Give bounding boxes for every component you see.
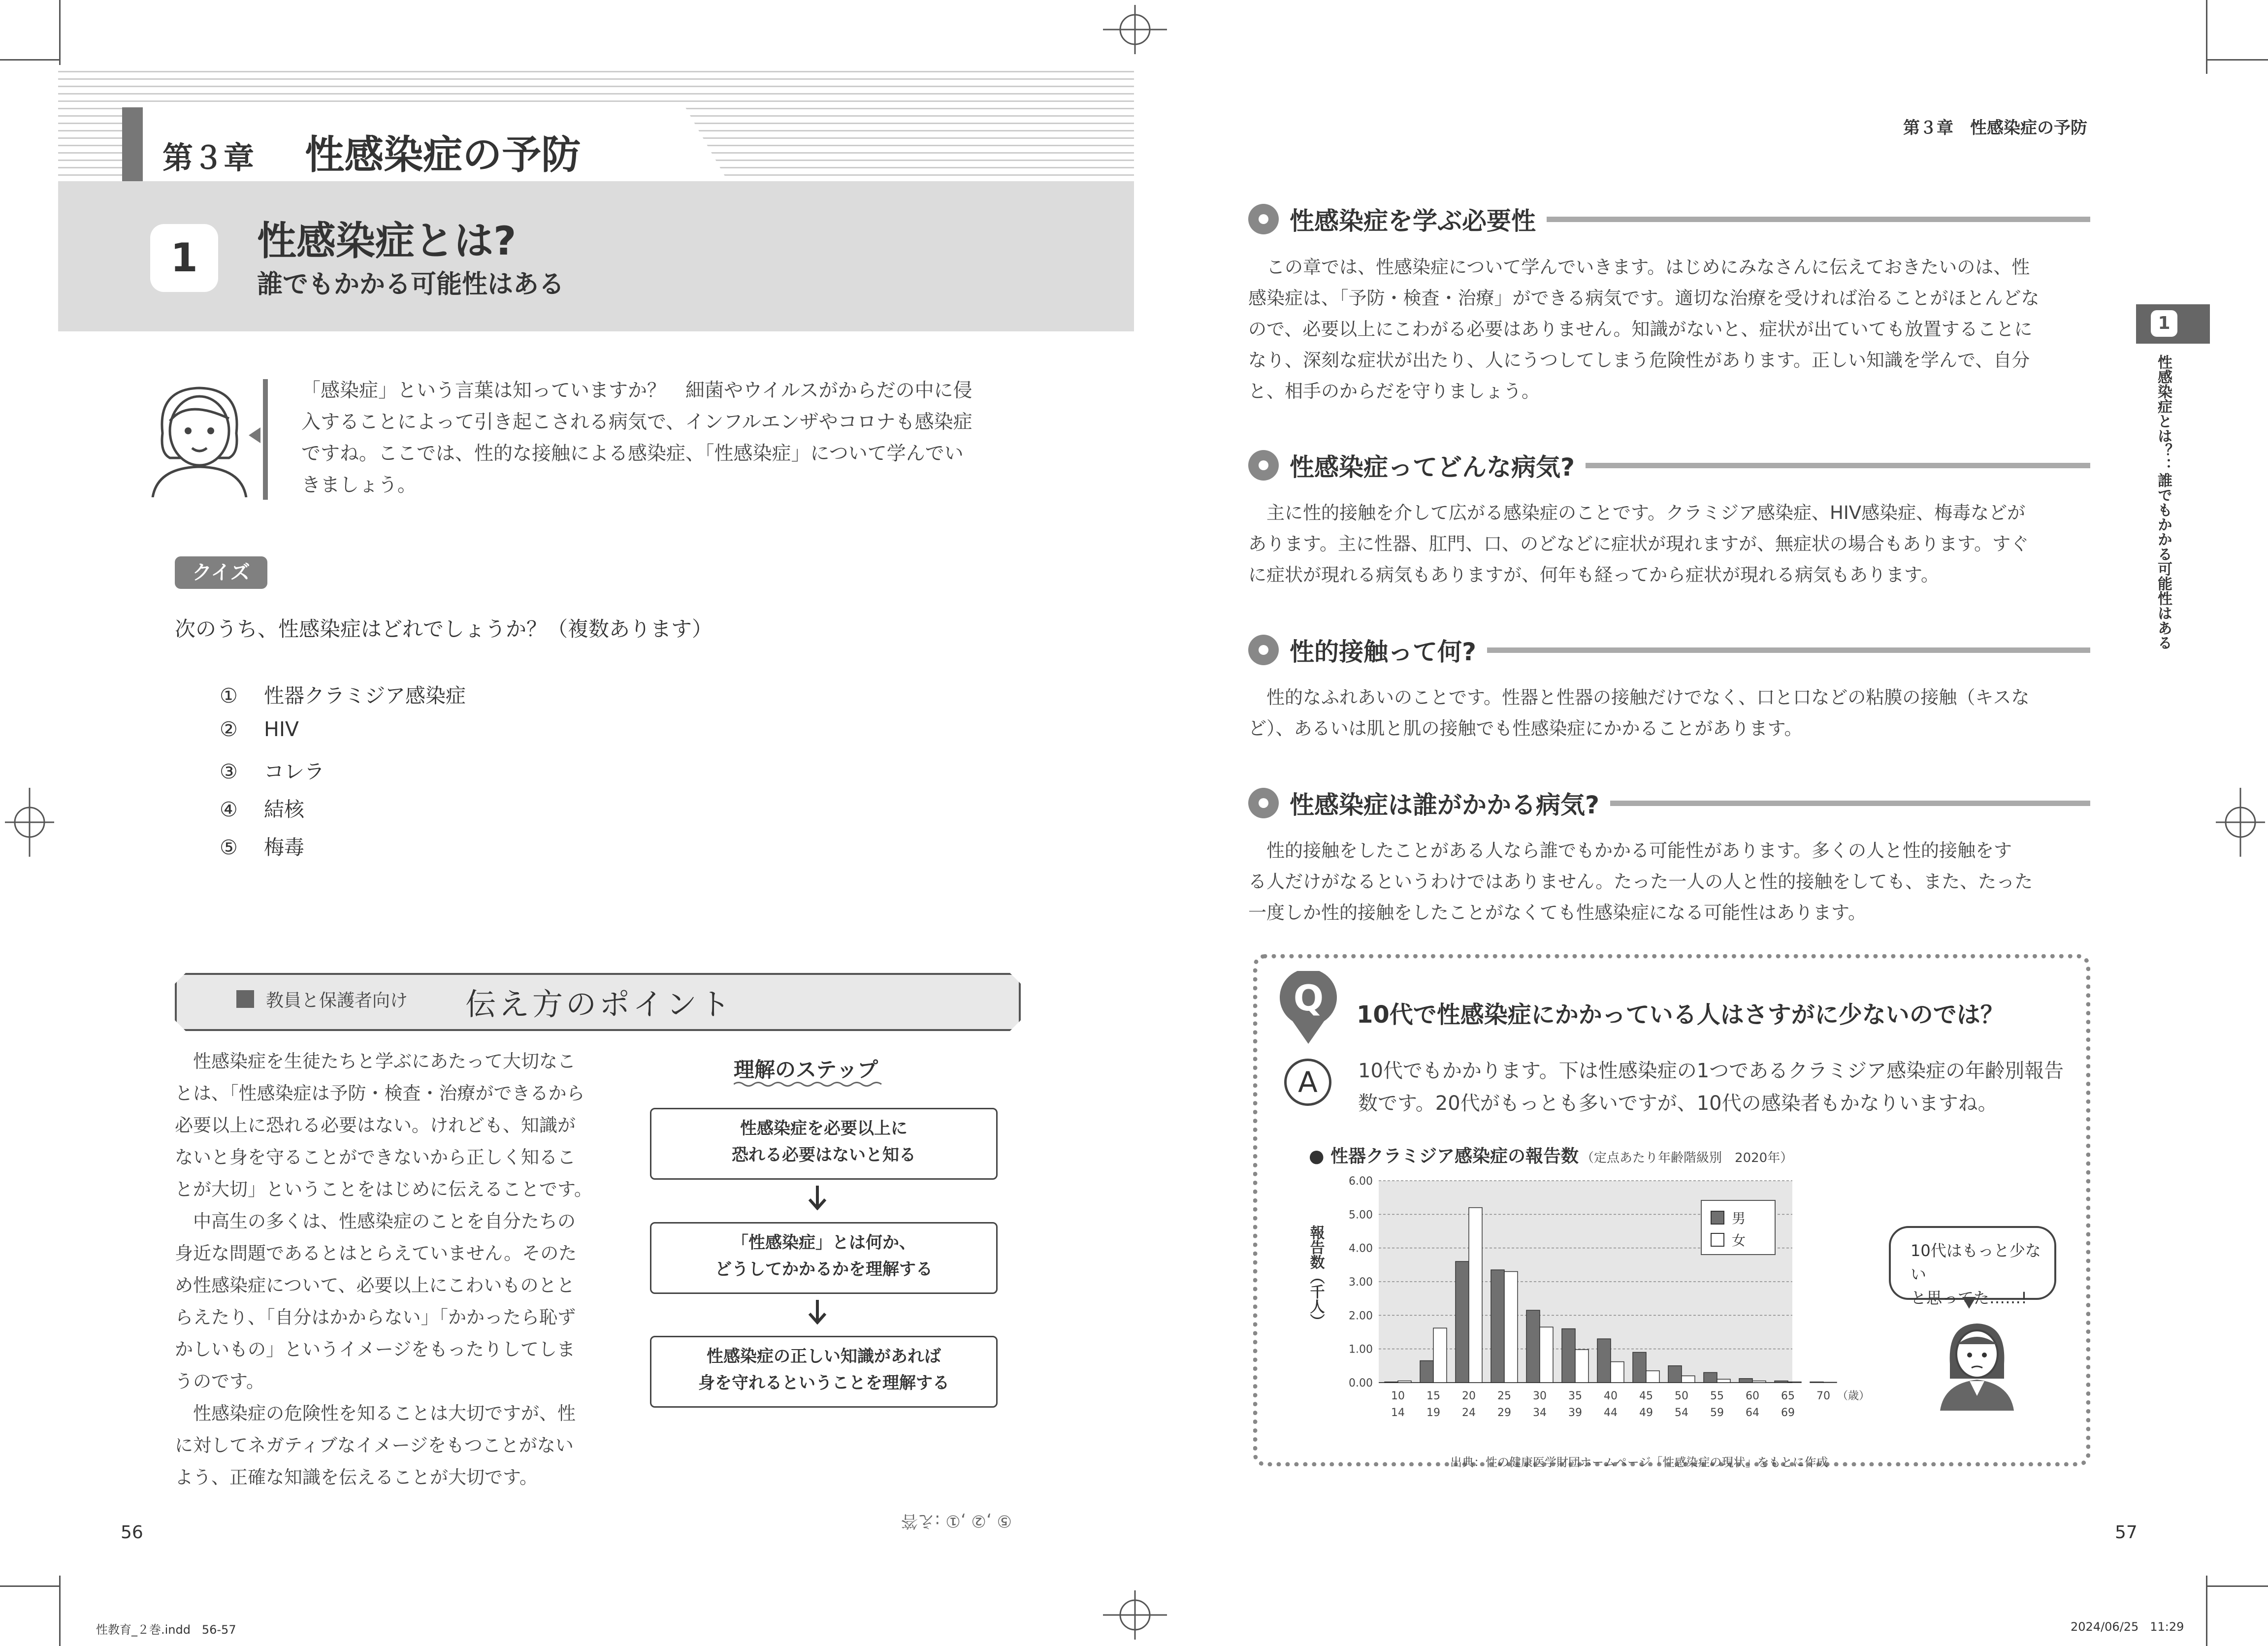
x-tick-label: 25: [1497, 1390, 1511, 1402]
crop-mark: [2206, 1585, 2268, 1587]
x-tick-label: 34: [1533, 1407, 1547, 1419]
section-subtitle: 誰でもかかる可能性はある: [257, 270, 565, 299]
intro-rule: [263, 379, 268, 500]
student-avatar: [1935, 1315, 2019, 1411]
q-mark: Q: [1293, 977, 1324, 1019]
circle-bullet-icon: [1248, 788, 1279, 818]
x-tick-label: 35: [1568, 1390, 1582, 1402]
quiz-question: 次のうち、性感染症はどれでしょうか？（複数あります）: [175, 617, 713, 641]
registration-mark-left: [5, 788, 54, 857]
x-tick-label: 50: [1675, 1390, 1688, 1402]
x-tick-label: 49: [1639, 1407, 1653, 1419]
section-body: この章では、性感染症について学んでいきます。はじめにみなさんに伝えておきたいのは、性 感染症は、「予防・検査・治療」ができる病気です。適切な治療を受ければ治ることがほとんどな ので、必要以上にこわがる必要はありません。知識がないと、症状が出ていても放置することに なり、深刻な症状が出たり、人にうつしてしまう危険性があります。正しい知識を学んで、自分 と、相手のからだを守りましょう。: [1248, 257, 2040, 402]
registration-mark-top: [1103, 5, 1167, 54]
bar-male: [1775, 1381, 1788, 1383]
section-banner: [58, 181, 1134, 331]
x-tick-label: 54: [1675, 1407, 1688, 1419]
x-tick-label: 69: [1781, 1407, 1795, 1419]
chapter-heading: [162, 123, 581, 180]
tips-line: らえたり、「自分はかからない」「かかったら恥ず: [175, 1307, 576, 1328]
bar-male: [1420, 1361, 1433, 1383]
step-box: 性感染症を必要以上に 恐れる必要はないと知る: [650, 1108, 998, 1180]
tips-line: 中高生の多くは、性感染症のことを自分たちの: [175, 1211, 576, 1232]
bar-female: [1469, 1208, 1482, 1383]
chapter-label: 第３章: [162, 140, 255, 176]
x-tick-label: 19: [1426, 1407, 1440, 1419]
y-tick-label: 6.00: [1349, 1175, 1373, 1188]
bar-male: [1385, 1382, 1398, 1383]
bar-male: [1526, 1310, 1540, 1383]
x-tick-label: 45: [1639, 1390, 1653, 1402]
bar-female: [1646, 1371, 1659, 1383]
circle-bullet-icon: [1248, 450, 1279, 481]
bar-female: [1823, 1382, 1837, 1383]
x-tick-label: 70: [1816, 1390, 1830, 1402]
bar-female: [1504, 1272, 1518, 1383]
tips-title: 伝え方のポイント: [465, 986, 734, 1022]
circle-bullet-icon: [1248, 204, 1279, 234]
bar-male: [1562, 1329, 1575, 1383]
bar-female: [1788, 1382, 1801, 1383]
footer-datetime: 2024/06/25 11:29: [2071, 1620, 2184, 1634]
circle-bullet-icon: [1248, 635, 1279, 665]
crop-mark: [0, 1585, 59, 1587]
x-tick-label: 40: [1604, 1390, 1618, 1402]
side-tab-text: 性感染症とは？：誰でもかかる可能性はある: [2155, 355, 2172, 650]
intro-line: 入することによって引き起こされる病気で、インフルエンザやコロナも感染症: [301, 411, 972, 433]
wavy-underline: [734, 1081, 886, 1088]
tips-line: うのです。: [175, 1371, 265, 1392]
chart-subtitle: （定点あたり年齢階級別 2020年）: [1581, 1151, 1793, 1165]
section-heading: 性的接触って何?: [1248, 633, 2090, 667]
y-tick-label: 5.00: [1349, 1209, 1373, 1222]
crop-mark: [2206, 59, 2268, 61]
intro-line: 「感染症」という言葉は知っていますか？ 細菌やウイルスがからだの中に侵: [301, 380, 972, 402]
tips-line: かしいもの」というイメージをもったりしてしま: [175, 1339, 575, 1360]
tips-line: 性感染症を生徒たちと学ぶにあたって大切なこ: [175, 1051, 576, 1072]
tips-line: 必要以上に恐れる必要はない。けれども、知識が: [175, 1115, 576, 1136]
bar-female: [1433, 1328, 1447, 1383]
qa-question: 10代で性感染症にかかっている人はさすがに少ないのでは？: [1357, 1001, 2004, 1029]
tips-line: め性感染症について、必要以上にこわいものとと: [175, 1275, 575, 1296]
y-tick-label: 4.00: [1349, 1242, 1373, 1255]
bar-male: [1456, 1261, 1469, 1383]
legend-label: 女: [1732, 1232, 1746, 1249]
bar-female: [1540, 1327, 1553, 1383]
section-number-badge: 1: [150, 224, 218, 292]
bubble-tail: [1962, 1297, 1976, 1309]
speech-pointer: [249, 427, 260, 443]
bar-male: [1739, 1379, 1752, 1383]
tips-line: とが大切」ということをはじめに伝えることです。: [175, 1179, 593, 1200]
x-tick-label: 30: [1533, 1390, 1547, 1402]
tips-line: 身近な問題であるとはとらえていません。そのた: [175, 1243, 577, 1264]
legend-swatch: [1711, 1233, 1724, 1246]
section-body: 性的なふれあいのことです。性器と性器の接触だけでなく、口と口などの粘膜の接触（キスな ど）、あるいは肌と肌の接触でも性感染症にかかることがあります。: [1248, 687, 2030, 739]
side-tab-number: 1: [2151, 310, 2177, 337]
x-tick-label: 65: [1781, 1390, 1795, 1402]
chapter-title: 性感染症の予防: [305, 132, 581, 178]
x-tick-label: 14: [1391, 1407, 1405, 1419]
tips-line: よう、正確な知識を伝えることが大切です。: [175, 1467, 538, 1488]
bar-female: [1575, 1350, 1588, 1383]
running-head: 第３章 性感染症の予防: [1903, 118, 2087, 138]
x-tick-label: 64: [1746, 1407, 1759, 1419]
x-tick-label: 39: [1568, 1407, 1582, 1419]
x-tick-label: 59: [1710, 1407, 1724, 1419]
y-axis-label: 報告数（千人）: [1307, 1225, 1325, 1328]
legend-label: 男: [1732, 1210, 1746, 1226]
section-heading: 性感染症を学ぶ必要性: [1248, 202, 2090, 236]
crop-mark: [59, 1576, 61, 1646]
section-heading: 性感染症ってどんな病気?: [1248, 448, 2090, 483]
chart-source: 出典：性の健康医学財団ホームページ「性感染症の現状」をもとに作成: [1450, 1455, 1828, 1469]
speech-bubble: 10代はもっと少ない と思ってた……!: [1889, 1226, 2056, 1300]
intro-line: きましょう。: [301, 474, 417, 496]
bar-female: [1752, 1381, 1766, 1383]
steps-title: 理解のステップ: [734, 1058, 878, 1082]
quiz-item: ① 性器クラミジア感染症: [220, 684, 466, 708]
a-mark: A: [1284, 1059, 1331, 1106]
quiz-item: ⑤ 梅毒: [220, 836, 304, 859]
section-body: 性的接触をしたことがある人なら誰でもかかる可能性があります。多くの人と性的接触をす る人だけがなるというわけではありません。たった一人の人と性的接触をしても、また、たった 一度しか性的接触をしたことがなくても性感染症になる可能性はあります。: [1248, 840, 2033, 923]
footer-file: 性教育_２巻.indd 56-57: [96, 1623, 236, 1637]
teacher-avatar: [143, 379, 256, 497]
bar-male: [1597, 1339, 1611, 1383]
x-tick-label: 20: [1462, 1390, 1476, 1402]
x-tick-label: 10: [1391, 1390, 1405, 1402]
crop-mark: [2206, 0, 2207, 74]
y-tick-label: 3.00: [1349, 1276, 1373, 1289]
step-box: 「性感染症」とは何か、 どうしてかかるかを理解する: [650, 1222, 998, 1294]
bar-female: [1717, 1379, 1730, 1383]
chart: [1290, 1167, 1881, 1443]
square-bullet-icon: [236, 990, 254, 1008]
x-tick-label: 44: [1604, 1407, 1618, 1419]
intro-text: [301, 375, 1030, 501]
intro-line: ですね。ここでは、性的な接触による感染症、「性感染症」について学んでい: [301, 443, 964, 465]
chart-title: ● 性器クラミジア感染症の報告数: [1309, 1146, 1579, 1166]
crop-mark: [0, 59, 59, 61]
quiz-item: ② HIV: [220, 717, 299, 741]
x-tick-label: 24: [1462, 1407, 1476, 1419]
bar-female: [1682, 1376, 1695, 1383]
y-tick-label: 1.00: [1349, 1343, 1373, 1356]
tips-line: とは、「性感染症は予防・検査・治療ができるから: [175, 1083, 585, 1104]
registration-mark-bottom: [1103, 1590, 1167, 1640]
registration-mark-right: [2216, 788, 2265, 857]
x-tick-label: 15: [1426, 1390, 1440, 1402]
tips-tag: 教員と保護者向け: [266, 991, 408, 1011]
section-heading: 性感染症は誰がかかる病気?: [1248, 786, 2090, 820]
bar-male: [1633, 1353, 1646, 1383]
step-box: 性感染症の正しい知識があれば 身を守れるということを理解する: [650, 1336, 998, 1408]
tips-line: ないと身を守ることができないから正しく知るこ: [175, 1147, 576, 1168]
page-number-left: 56: [121, 1522, 143, 1543]
quiz-item: ③ コレラ: [220, 760, 324, 783]
bar-female: [1611, 1362, 1624, 1383]
qa-answer: 10代でもかかります。下は性感染症の1つであるクラミジア感染症の年齢別報告 数です。20代がもっとも多いですが、10代の感染者もかなりいますね。: [1358, 1060, 2064, 1115]
bar-male: [1668, 1366, 1682, 1383]
down-arrow-icon: [808, 1186, 827, 1210]
x-axis-label: （歳）: [1837, 1390, 1870, 1402]
quiz-item: ④ 結核: [220, 798, 304, 821]
down-arrow-icon: [808, 1300, 827, 1324]
tips-text: [175, 1045, 608, 1493]
x-tick-label: 55: [1710, 1390, 1724, 1402]
page-number-right: 57: [2115, 1522, 2138, 1543]
y-tick-label: 0.00: [1349, 1377, 1373, 1389]
quiz-label: クイズ: [175, 556, 267, 589]
tips-line: に対してネガティブなイメージをもつことがない: [175, 1435, 574, 1456]
y-tick-label: 2.00: [1349, 1310, 1373, 1323]
section-title: 性感染症とは?: [257, 218, 517, 264]
bar-male: [1491, 1270, 1504, 1383]
bar-female: [1398, 1381, 1411, 1383]
crop-mark: [59, 0, 61, 74]
bar-male: [1810, 1382, 1823, 1383]
tips-line: 性感染症の危険性を知ることは大切ですが、性: [175, 1403, 576, 1424]
chapter-title-bar: [122, 107, 143, 181]
bar-male: [1704, 1373, 1717, 1383]
x-tick-label: 60: [1746, 1390, 1759, 1402]
section-body: 主に性的接触を介して広がる感染症のことです。クラミジア感染症、HIV感染症、梅毒などが あります。主に性器、肛門、口、のどなどに症状が現れますが、無症状の場合もあります。すぐ に症状が現れる病気もありますが、何年も経ってから症状が現れる病気もあります。: [1248, 502, 2029, 585]
quiz-answer-upside-down: ⑤ ,② ,① :え答: [901, 1511, 1012, 1531]
legend-swatch: [1711, 1211, 1724, 1224]
x-tick-label: 29: [1497, 1407, 1511, 1419]
chart-heading: [1309, 1142, 1793, 1167]
